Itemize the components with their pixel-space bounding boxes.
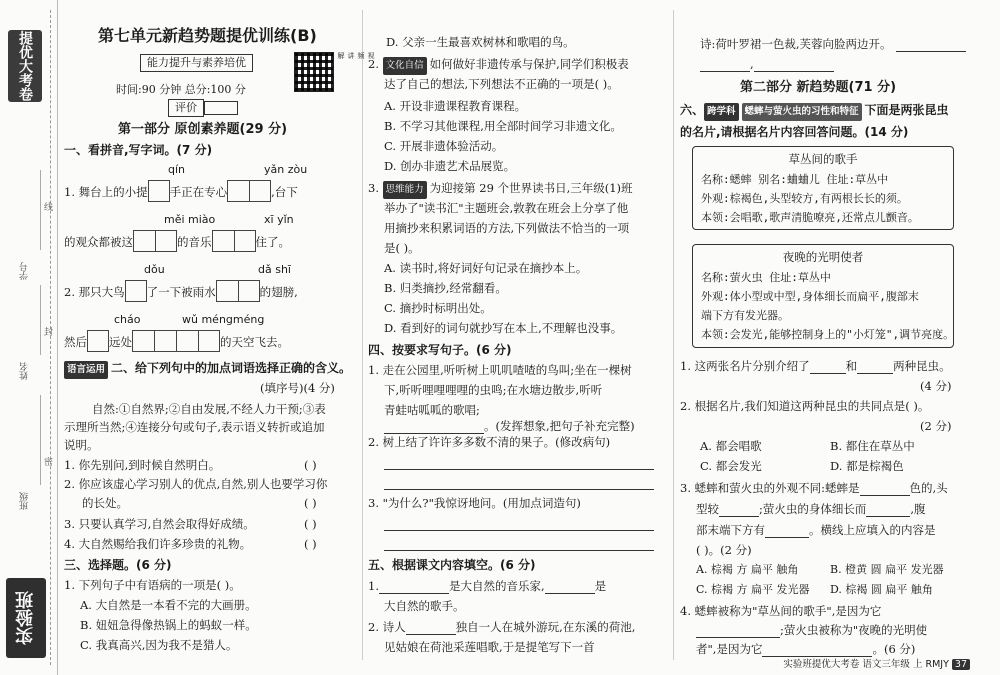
- answer-blank[interactable]: [696, 626, 780, 638]
- answer-blank[interactable]: [857, 362, 893, 374]
- answer-paren[interactable]: ( ): [304, 537, 317, 551]
- option[interactable]: B. 都住在草丛中: [830, 439, 915, 453]
- option[interactable]: B. 不学习其他课程,用全部时间学习非遗文化。: [384, 119, 622, 133]
- question-text: ;萤火虫被称为"夜晚的光明使: [780, 623, 928, 637]
- option[interactable]: B. 归类摘抄,经常翻看。: [384, 281, 507, 295]
- option[interactable]: C. 摘抄时标明出处。: [384, 301, 492, 315]
- q5-title: 五、根据课文内容填空。(6 分): [368, 558, 536, 572]
- card-title: 草丛间的歌手: [788, 152, 858, 166]
- part1-title: 第一部分 原创素养题(29 分): [118, 122, 288, 137]
- question-text: 用摘抄来积累词语的方法,下列做法不恰当的一项: [384, 221, 630, 235]
- card-line: 外观:棕褐色,头型较方,有两根长长的须。: [701, 192, 908, 205]
- q2-score: (填序号)(4 分): [260, 381, 335, 395]
- q2-item: 4. 大自然赐给我们许多珍贵的礼物。: [64, 537, 252, 551]
- rating-label: 评价: [168, 99, 204, 117]
- sentence-text: 的翅膀,: [259, 285, 298, 299]
- definition-line: 说明。: [64, 438, 99, 452]
- fill-text: 见姑娘在荷池采莲唱歌,于是提笔写下一首: [384, 640, 595, 654]
- q6-number: 六、: [680, 103, 705, 117]
- pinyin: měi miào: [164, 213, 216, 226]
- answer-line[interactable]: [384, 519, 654, 531]
- page-title: 第七单元新趋势题提优训练(B): [98, 26, 317, 45]
- name-field[interactable]: [40, 285, 41, 355]
- answer-blank[interactable]: [896, 40, 966, 52]
- fill-text: 是大自然的音乐家,: [448, 579, 545, 593]
- part2-title: 第二部分 新趋势题(71 分): [740, 80, 897, 95]
- pinyin: qín: [168, 163, 186, 176]
- answer-grid[interactable]: [132, 330, 220, 356]
- question-text: 1. 走在公园里,听听树上叽叽喳喳的鸟叫;坐在一棵树: [368, 363, 632, 377]
- sentence-text: 的音乐: [177, 235, 212, 249]
- sentence-text: 的天空飞去。: [220, 335, 289, 349]
- option[interactable]: C. 都会发光: [700, 459, 762, 473]
- question-text: 3. "为什么?"我惊讶地问。(用加点词造句): [368, 496, 581, 510]
- pinyin: dǎ shī: [258, 263, 291, 276]
- question-text: 。(发挥想象,把句子补充完整): [484, 419, 635, 433]
- score: (2 分): [920, 419, 952, 433]
- q2-title: 二、给下列句中的加点词语选择正确的含义。: [111, 361, 352, 375]
- question-text: 部末端下方有: [696, 523, 765, 537]
- definition-line: 自然:①自然界;②自由发展,不经人力干预;③表: [92, 402, 326, 416]
- definition-line: 示理所当然;④连接分句或句子,表示语义转折或追加: [64, 420, 325, 434]
- q6-title: 的名片,请根据名片内容回答问题。(14 分): [680, 125, 909, 139]
- answer-blank[interactable]: [719, 505, 759, 517]
- sentence-text: 手正在专心: [169, 185, 228, 199]
- qr-code-icon[interactable]: [294, 52, 334, 92]
- fill-text: 独自一人在城外游玩,在东溪的荷池,: [455, 620, 636, 634]
- tag-topic: 蟋蟀与萤火虫的习性和特征: [742, 103, 862, 121]
- question-text: 2. 树上结了许许多多数不清的果子。(修改病句): [368, 435, 611, 449]
- answer-grid[interactable]: [133, 230, 177, 256]
- question-text: 。(6 分): [872, 642, 916, 656]
- pinyin: cháo: [114, 313, 141, 326]
- answer-blank[interactable]: [866, 505, 910, 517]
- option[interactable]: A. 都会唱歌: [700, 439, 762, 453]
- question-text: 两种昆虫。: [893, 359, 951, 373]
- pinyin: dǒu: [144, 263, 165, 276]
- answer-grid[interactable]: [87, 330, 109, 356]
- insect-card-cricket: [692, 146, 954, 230]
- score: (4 分): [920, 379, 952, 393]
- poem-line: ,: [750, 57, 754, 71]
- question-text: 3. 蟋蟀和萤火虫的外观不同:蟋蟀是: [680, 481, 860, 495]
- card-line: 名称:萤火虫 住址:草丛中: [701, 271, 831, 284]
- question-text: 是( )。: [384, 241, 420, 255]
- q3-question: 1. 下列句子中有语病的一项是( )。: [64, 578, 241, 592]
- card-line: 本领:会发光,能够控制身上的"小灯笼",调节亮度。: [701, 328, 955, 341]
- answer-line[interactable]: [384, 458, 654, 470]
- cut-mark: 封: [44, 328, 54, 338]
- sentence-text: 了一下被雨水: [146, 285, 216, 299]
- brand-label-top: 提优大考卷: [8, 30, 42, 102]
- answer-paren[interactable]: ( ): [304, 517, 317, 531]
- qr-label: 视频讲解: [337, 52, 375, 59]
- question-text: 下,听听哩哩哩哩的虫鸣;在水塘边散步,听听: [384, 383, 603, 397]
- time-score: 时间:90 分钟 总分:100 分: [116, 83, 246, 96]
- q2-item: 3. 只要认真学习,自然会取得好成绩。: [64, 517, 255, 531]
- fill-text: 是: [594, 579, 607, 593]
- card-title: 夜晚的光明使者: [782, 250, 864, 264]
- class-field[interactable]: [40, 395, 41, 485]
- question-text: 。横线上应填入的内容是: [809, 523, 936, 537]
- answer-blank[interactable]: [754, 60, 834, 72]
- column-divider: [673, 10, 674, 660]
- q1-title: 一、看拼音,写字词。(7 分): [64, 143, 213, 157]
- question-text: 和: [845, 359, 858, 373]
- answer-grid[interactable]: [227, 180, 271, 206]
- answer-line[interactable]: [384, 478, 654, 490]
- sentence-text: 2. 那只大鸟: [64, 285, 125, 299]
- binding-strip: [0, 0, 58, 675]
- answer-line[interactable]: [384, 539, 654, 551]
- option[interactable]: D. 都是棕褐色: [830, 459, 904, 473]
- question-text: 型较: [696, 502, 719, 516]
- fill-text: 大自然的歌手。: [384, 599, 465, 613]
- card-line: 外观:体小型或中型,身体细长而扁平,腹部末: [701, 290, 919, 303]
- student-id-field[interactable]: [40, 170, 41, 250]
- question-text: 青蛙咕呱呱的歌唱;: [384, 403, 480, 417]
- option[interactable]: C. 我真高兴,因为我不是猎人。: [80, 638, 238, 652]
- sentence-text: 住了。: [255, 235, 290, 249]
- question-text: 4. 蟋蟀被称为"草丛间的歌手",是因为它: [680, 604, 882, 618]
- option[interactable]: A. 棕褐 方 扁平 触角: [696, 563, 799, 576]
- poem-line: 诗:荷叶罗裙一色裁,芙蓉向脸两边开。: [700, 37, 892, 51]
- q-number: 2.: [368, 57, 379, 71]
- sentence-text: 1. 舞台上的小提: [64, 185, 148, 199]
- tag-thinking: 思维能力: [383, 181, 427, 199]
- question-text: ;萤火虫的身体细长而: [759, 502, 867, 516]
- answer-blank[interactable]: [810, 362, 846, 374]
- question-text: 2. 根据名片,我们知道这两种昆虫的共同点是( )。: [680, 399, 930, 413]
- option[interactable]: B. 橙黄 圆 扁平 发光器: [830, 563, 944, 576]
- question-text: 者",是因为它: [696, 642, 763, 656]
- option[interactable]: A. 大自然是一本看不完的大画册。: [80, 598, 257, 612]
- answer-blank[interactable]: [860, 484, 910, 496]
- card-line: 名称:蟋蟀 别名:蛐蛐儿 住址:草丛中: [701, 173, 889, 186]
- pinyin: xī yǐn: [264, 213, 294, 226]
- q3-title: 三、选择题。(6 分): [64, 558, 172, 572]
- q2-item: 的长处。: [82, 496, 128, 510]
- option[interactable]: A. 读书时,将好词好句记录在摘抄本上。: [384, 261, 588, 275]
- question-text: 色的,头: [909, 481, 948, 495]
- question-text: ,腹: [910, 502, 926, 516]
- column-divider: [362, 10, 363, 660]
- answer-paren[interactable]: ( ): [304, 458, 317, 472]
- answer-blank[interactable]: [406, 623, 456, 635]
- option[interactable]: D. 看到好的词句就抄写在本上,不理解也没事。: [384, 321, 623, 335]
- answer-grid[interactable]: [125, 280, 147, 306]
- q2-item: 1. 你先别问,到时候自然明白。: [64, 458, 221, 472]
- cut-mark: 密: [44, 458, 54, 468]
- question-text: 如何做好非遗传承与保护,同学们积极表: [429, 57, 629, 71]
- option[interactable]: C. 开展非遗体验活动。: [384, 139, 504, 153]
- cut-mark: 线: [44, 203, 54, 213]
- question-text: ( )。(2 分): [696, 543, 752, 557]
- tag-language: 语言运用: [64, 361, 108, 379]
- pinyin: yǎn zòu: [264, 163, 308, 176]
- option[interactable]: B. 妞妞急得像热锅上的蚂蚁一样。: [80, 618, 257, 632]
- sentence-text: 然后: [64, 335, 87, 349]
- student-id-label: 学号: [20, 262, 30, 280]
- answer-blank[interactable]: [765, 526, 809, 538]
- fill-text: 1.: [368, 579, 379, 593]
- option[interactable]: C. 棕褐 方 扁平 发光器: [696, 583, 810, 596]
- question-text: 达了自己的想法,下列想法不正确的一项是( )。: [384, 77, 619, 91]
- answer-grid[interactable]: [212, 230, 256, 256]
- answer-blank[interactable]: [700, 60, 750, 72]
- q2-item: 2. 你应该虚心学习别人的优点,自然,别人也要学习你: [64, 477, 328, 491]
- brand-label-bottom: 实验班: [6, 578, 46, 658]
- tag-cross: 跨学科: [704, 103, 739, 121]
- footer-text: 实验班提优大考卷 语文三年级 上 RMJY: [783, 659, 949, 670]
- subtitle: 能力提升与素养培优: [140, 54, 253, 72]
- tag-culture: 文化自信: [383, 57, 427, 75]
- page-footer: [783, 656, 970, 670]
- option[interactable]: D. 棕褐 圆 扁平 触角: [830, 583, 933, 596]
- answer-grid[interactable]: [216, 280, 260, 306]
- sentence-text: 的观众都被这: [64, 235, 133, 249]
- card-line: 本领:会唱歌,歌声清脆嘹亮,还常点儿颤音。: [701, 211, 919, 224]
- fill-text: 2. 诗人: [368, 620, 406, 634]
- sentence-text: 远处: [109, 335, 132, 349]
- option[interactable]: A. 开设非遗课程教育课程。: [384, 99, 527, 113]
- pinyin: wǔ méngméng: [182, 313, 265, 326]
- answer-blank[interactable]: [384, 422, 484, 434]
- answer-grid[interactable]: [148, 180, 170, 206]
- name-label: 姓名: [20, 362, 30, 380]
- answer-blank[interactable]: [545, 582, 595, 594]
- sentence-text: ,台下: [271, 185, 298, 199]
- q6-title: 下面是两张昆虫: [864, 103, 949, 117]
- rating-box[interactable]: [204, 101, 238, 115]
- q-number: 3.: [368, 181, 379, 195]
- insect-card-firefly: [692, 244, 954, 348]
- answer-blank[interactable]: [379, 582, 449, 594]
- answer-paren[interactable]: ( ): [304, 496, 317, 510]
- page-number: 37: [952, 659, 970, 670]
- q4-title: 四、按要求写句子。(6 分): [368, 343, 512, 357]
- question-text: 为迎接第 29 个世界读书日,三年级(1)班: [429, 181, 633, 195]
- question-text: 举办了"读书汇"主题班会,敦教在班会上分享了他: [384, 201, 629, 215]
- question-text: 1. 这两张名片分别介绍了: [680, 359, 810, 373]
- option[interactable]: D. 创办非遗艺术品展览。: [384, 159, 516, 173]
- option[interactable]: D. 父亲一生最喜欢树林和歌唱的鸟。: [386, 35, 575, 49]
- card-line: 端下方有发光器。: [701, 309, 789, 322]
- class-label: 班级: [20, 492, 30, 510]
